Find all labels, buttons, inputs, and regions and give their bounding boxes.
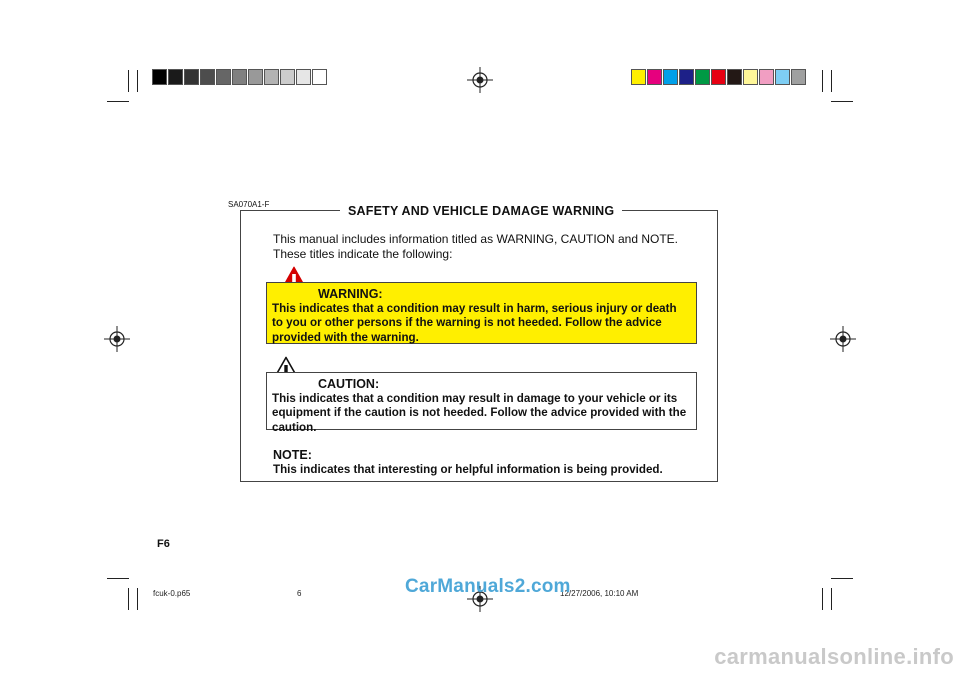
- intro-line: This manual includes information titled as WARNING, CAUTION and NOTE.: [273, 232, 679, 246]
- page-number: F6: [157, 538, 170, 550]
- print-datetime: 12/27/2006, 10:10 AM: [560, 589, 639, 598]
- color-swatch: [232, 69, 247, 85]
- crop-mark: [831, 101, 853, 102]
- note-heading: NOTE:: [273, 448, 312, 462]
- color-swatch: [184, 69, 199, 85]
- process-color-bar: [631, 69, 807, 85]
- color-swatch: [264, 69, 279, 85]
- crop-mark: [137, 70, 138, 92]
- registration-mark-icon: [104, 326, 130, 352]
- crop-mark: [831, 578, 853, 579]
- color-swatch: [775, 69, 790, 85]
- color-swatch: [248, 69, 263, 85]
- color-swatch: [296, 69, 311, 85]
- color-swatch: [312, 69, 327, 85]
- print-file-name: fcuk-0.p65: [153, 589, 191, 598]
- crop-mark: [128, 588, 129, 610]
- warning-heading: WARNING:: [318, 287, 383, 301]
- registration-mark-icon: [830, 326, 856, 352]
- grayscale-color-bar: [152, 69, 328, 85]
- page-title: SAFETY AND VEHICLE DAMAGE WARNING: [340, 204, 622, 218]
- caution-heading: CAUTION:: [318, 377, 380, 391]
- color-swatch: [791, 69, 806, 85]
- crop-mark: [822, 588, 823, 610]
- note-section: [273, 448, 703, 476]
- caution-text: This indicates that a condition may result in damage to your vehicle or its equipment if the caution is not heeded. Follow the advice provided with the caution.: [272, 391, 687, 434]
- watermark-carmanualsonline[interactable]: carmanualsonline.info: [714, 644, 954, 669]
- color-swatch: [152, 69, 167, 85]
- color-swatch: [759, 69, 774, 85]
- crop-mark: [822, 70, 823, 92]
- section-code: SA070A1-F: [228, 200, 270, 209]
- color-swatch: [711, 69, 726, 85]
- crop-mark: [831, 588, 832, 610]
- print-page: 6: [297, 589, 302, 598]
- crop-mark: [128, 70, 129, 92]
- warning-box: [266, 282, 697, 344]
- color-swatch: [631, 69, 646, 85]
- color-swatch: [280, 69, 295, 85]
- color-swatch: [727, 69, 742, 85]
- color-swatch: [168, 69, 183, 85]
- watermark-carmanuals2[interactable]: CarManuals2.com: [405, 576, 571, 597]
- intro-text: [273, 232, 693, 262]
- color-swatch: [663, 69, 678, 85]
- warning-text: This indicates that a condition may result in harm, serious injury or death to you or other persons if the warning is not heeded. Follow the advice provided with the warning.: [272, 301, 677, 344]
- color-swatch: [743, 69, 758, 85]
- note-text: This indicates that interesting or helpful information is being provided.: [273, 463, 663, 476]
- intro-line: These titles indicate the following:: [273, 247, 453, 261]
- crop-mark: [831, 70, 832, 92]
- caution-box: [266, 372, 697, 434]
- color-swatch: [647, 69, 662, 85]
- crop-mark: [137, 588, 138, 610]
- color-swatch: [216, 69, 231, 85]
- crop-mark: [107, 101, 129, 102]
- color-swatch: [695, 69, 710, 85]
- color-swatch: [679, 69, 694, 85]
- crop-mark: [107, 578, 129, 579]
- color-swatch: [200, 69, 215, 85]
- registration-mark-icon: [467, 67, 493, 93]
